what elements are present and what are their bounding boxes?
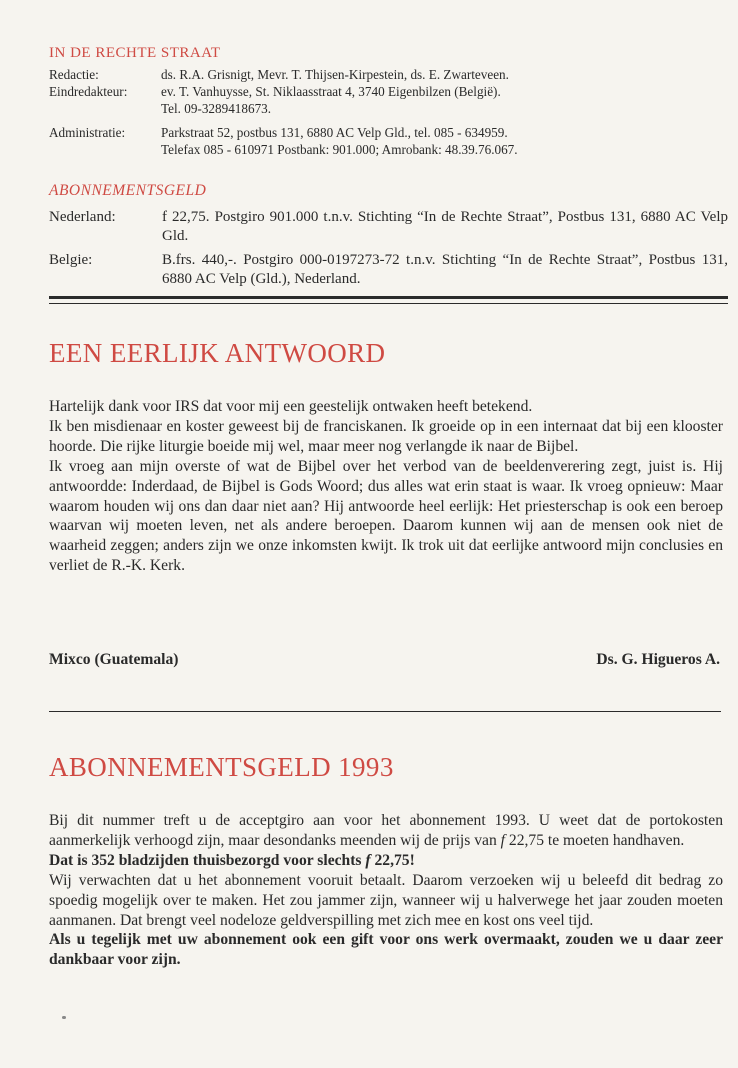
- subscription-label: Belgie:: [49, 252, 93, 268]
- article1-place: Mixco (Guatemala): [49, 651, 179, 668]
- divider: [49, 711, 721, 712]
- masthead-value: Parkstraat 52, postbus 131, 6880 AC Velp Gld., tel. 085 - 634959.: [161, 125, 508, 140]
- article2-paragraph: Wij verwachten dat u het abonnement vooruit betaalt. Daarom verzoeken wij u beleefd dit bedrag zo spoedig mogelijk over te maken. Het zou jammer zijn, wanneer wij u halverwege het jaar zouden moeten aanmanen. Dat brengt veel nodeloze geldverspilling met zich mee en kost ons veel tijd.: [49, 871, 723, 929]
- article2-heading: ABONNEMENTSGELD 1993: [49, 752, 394, 782]
- article2-highlight: Dat is 352 bladzijden thuisbezorgd voor slechts f 22,75!: [49, 851, 415, 869]
- ink-speck: [62, 1016, 66, 1019]
- currency-symbol: f: [500, 831, 505, 849]
- masthead-label: Administratie:: [49, 125, 126, 140]
- article2-body: [49, 811, 723, 970]
- masthead-value: ds. R.A. Grisnigt, Mevr. T. Thijsen-Kirpestein, ds. E. Zwarteveen.: [161, 67, 509, 82]
- article1-paragraph: Ik vroeg aan mijn overste of wat de Bijbel over het verbod van de beeldenverering zegt, juist is. Hij antwoordde: Inderdaad, de Bijbel is Gods Woord; dus alles wat erin staat is waar. Ik vroeg opnieuw: Maar waarom houden wij ons dan daar niet aan? Hij antwoorde heel eerlijk: Het priesterschap is ook een beroep waarvan wij moeten leven, net als andere beroepen. Daarom kunnen wij aan de mensen ook niet de waarheid zeggen; anders zijn we onze inkomsten kwijt. Ik trok uit dat eerlijke antwoord mijn conclusies en verliet de R.-K. Kerk.: [49, 457, 723, 575]
- masthead-value: Telefax 085 - 610971 Postbank: 901.000; Amrobank: 48.39.76.067.: [161, 142, 518, 157]
- masthead-title: IN DE RECHTE STRAAT: [49, 45, 221, 61]
- subscription-title: ABONNEMENTSGELD: [49, 182, 207, 199]
- masthead-label: Redactie:: [49, 67, 99, 82]
- masthead-value: ev. T. Vanhuysse, St. Niklaasstraat 4, 3740 Eigenbilzen (België).: [161, 84, 501, 99]
- subscription-value: B.frs. 440,-. Postgiro 000-0197273-72 t.n.v. Stichting “In de Rechte Straat”, Postbus 131, 6880 AC Velp (Gld.), Nederland.: [162, 252, 728, 287]
- article1-heading: EEN EERLIJK ANTWOORD: [49, 338, 386, 368]
- article1-paragraph: Hartelijk dank voor IRS dat voor mij een geestelijk ontwaken heeft betekend.: [49, 398, 533, 415]
- subscription-value: f 22,75. Postgiro 901.000 t.n.v. Stichting “In de Rechte Straat”, Postbus 131, 6880 AC Velp Gld.: [162, 209, 728, 244]
- currency-symbol: f: [365, 851, 371, 869]
- subscription-label: Nederland:: [49, 209, 116, 225]
- double-divider: [49, 296, 728, 304]
- article1-body: [49, 397, 723, 576]
- masthead-label: Eindredakteur:: [49, 84, 128, 99]
- masthead-value: Tel. 09-3289418673.: [161, 101, 272, 116]
- article2-closing: Als u tegelijk met uw abonnement ook een gift voor ons werk overmaakt, zouden we u daar zeer dankbaar voor zijn.: [49, 931, 723, 969]
- article2-paragraph: Bij dit nummer treft u de acceptgiro aan voor het abonnement 1993. U weet dat de portokosten aanmerkelijk verhoogd zijn, maar desondanks meenden wij de prijs van f 22,75 te moeten handhaven.: [49, 812, 723, 849]
- article1-author: Ds. G. Higueros A.: [596, 651, 720, 668]
- article1-paragraph: Ik ben misdienaar en koster geweest bij de franciskanen. Ik groeide op in een internaat dat bij een klooster hoorde. Die rijke liturgie boeide mij wel, maar meer nog verlangde ik naar de Bijbel.: [49, 417, 723, 455]
